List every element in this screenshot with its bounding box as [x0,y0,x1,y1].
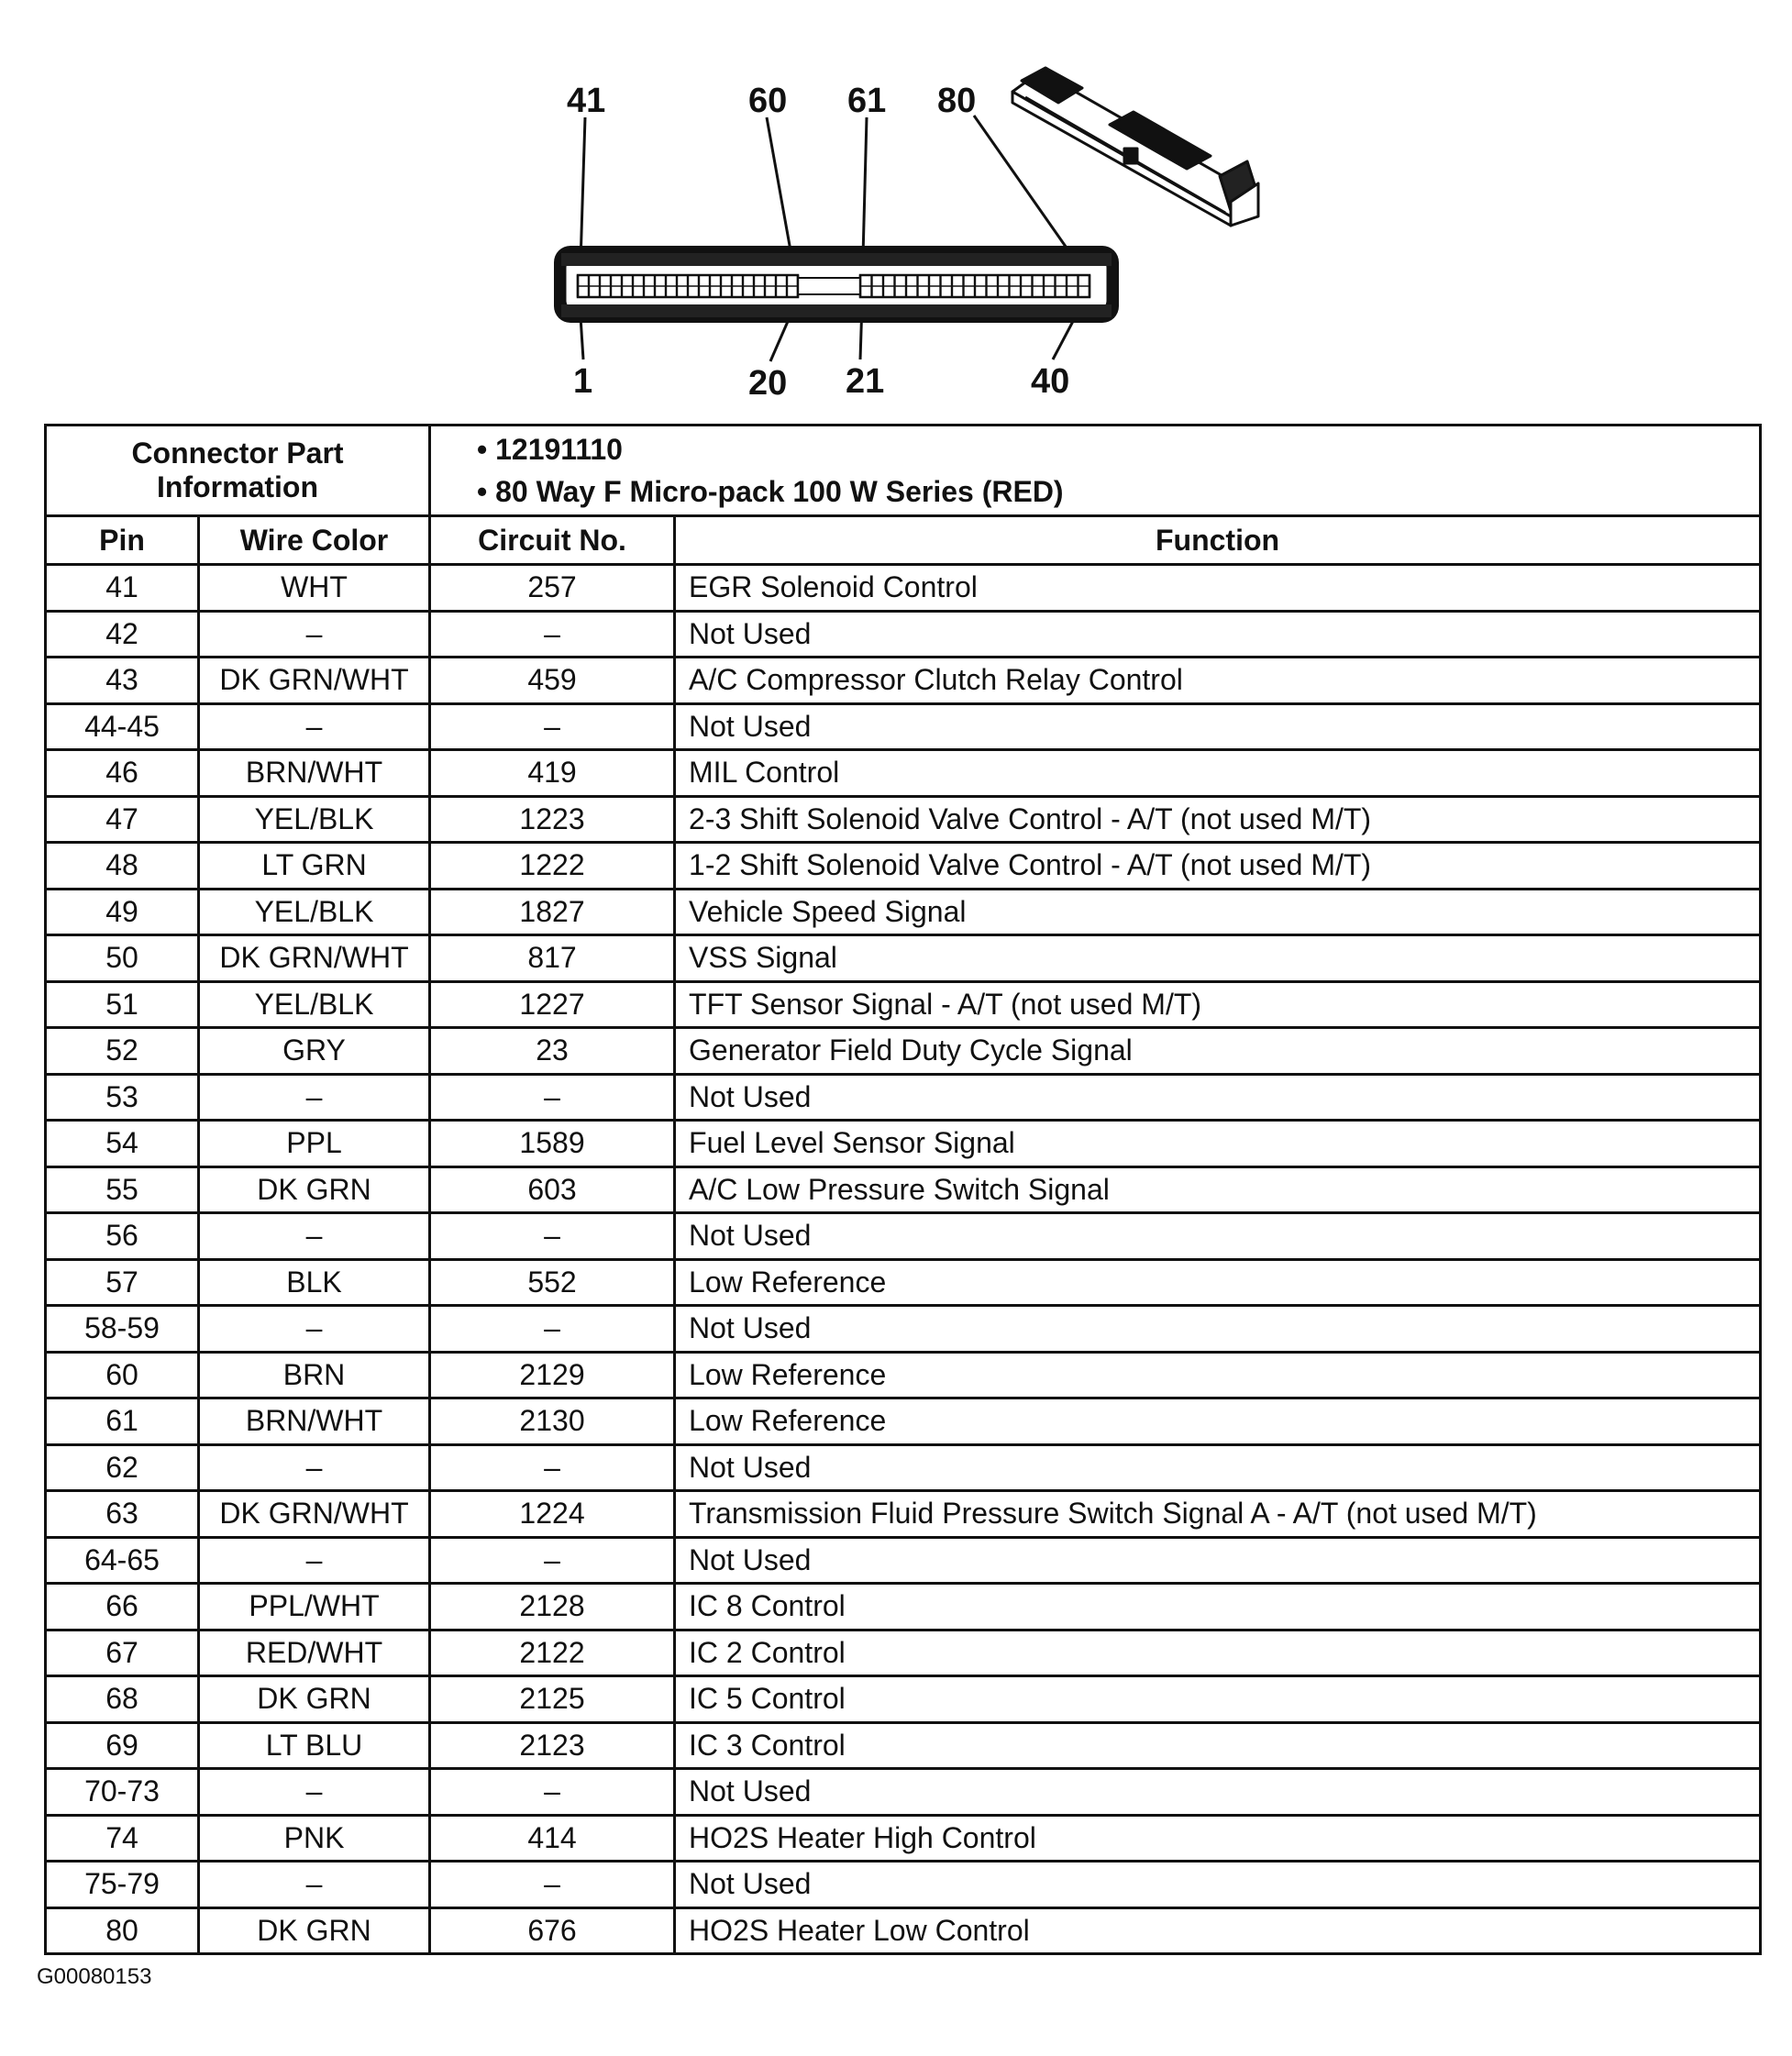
function-cell: Not Used [675,1306,1761,1353]
table-row [46,1213,1761,1260]
table-row [46,1630,1761,1676]
table-row [46,1352,1761,1398]
pin-cell: 74 [46,1815,199,1862]
wire-color-cell: – [199,1862,430,1908]
function-cell: Not Used [675,1537,1761,1584]
table-row [46,1722,1761,1769]
function-cell: Vehicle Speed Signal [675,889,1761,935]
pin-cell: 63 [46,1491,199,1538]
table-row [46,796,1761,843]
circuit-cell: – [430,1769,675,1816]
wire-color-cell: BRN/WHT [199,750,430,797]
function-cell: IC 3 Control [675,1722,1761,1769]
circuit-cell: 552 [430,1259,675,1306]
pin-cell: 54 [46,1121,199,1167]
circuit-cell: 603 [430,1166,675,1213]
connector-part-number: • 12191110 [477,433,623,466]
connector-info-row [46,426,1761,516]
circuit-cell: 2122 [430,1630,675,1676]
pin-cell: 42 [46,611,199,658]
table-row [46,1259,1761,1306]
wire-color-cell: RED/WHT [199,1630,430,1676]
wire-color-cell: DK GRN [199,1907,430,1954]
pin-cell: 66 [46,1584,199,1630]
circuit-cell: 2123 [430,1722,675,1769]
table-row [46,1166,1761,1213]
circuit-cell: 2125 [430,1676,675,1723]
table-row [46,1769,1761,1816]
table-row [46,1584,1761,1630]
function-cell: MIL Control [675,750,1761,797]
pin-cell: 64-65 [46,1537,199,1584]
wire-color-cell: PNK [199,1815,430,1862]
pin-cell: 49 [46,889,199,935]
table-row [46,981,1761,1028]
circuit-cell: 817 [430,935,675,982]
wire-color-cell: WHT [199,565,430,612]
leader-lines [580,116,1090,361]
function-cell: Low Reference [675,1259,1761,1306]
pin-cell: 51 [46,981,199,1028]
table-row [46,1815,1761,1862]
pinout-table [44,424,1762,1955]
pin-label-61: 61 [847,82,887,120]
circuit-cell: 2129 [430,1352,675,1398]
circuit-cell: – [430,611,675,658]
function-cell: EGR Solenoid Control [675,565,1761,612]
pin-label-20: 20 [748,364,788,403]
connector-side-view [1012,68,1258,226]
pin-label-60: 60 [748,82,788,120]
wire-color-cell: DK GRN/WHT [199,935,430,982]
pin-cell: 75-79 [46,1862,199,1908]
pin-cell: 58-59 [46,1306,199,1353]
pin-cell: 61 [46,1398,199,1445]
wire-color-cell: GRY [199,1028,430,1075]
table-row [46,1444,1761,1491]
pin-cell: 56 [46,1213,199,1260]
function-cell: VSS Signal [675,935,1761,982]
circuit-cell: – [430,1074,675,1121]
pin-cell: 46 [46,750,199,797]
function-cell: IC 8 Control [675,1584,1761,1630]
table-header-row [46,516,1761,565]
pin-label-80: 80 [937,82,977,120]
circuit-cell: 1222 [430,843,675,890]
circuit-cell: 23 [430,1028,675,1075]
table-row [46,935,1761,982]
table-row [46,889,1761,935]
function-cell: Fuel Level Sensor Signal [675,1121,1761,1167]
pin-cell: 55 [46,1166,199,1213]
table-row [46,1862,1761,1908]
circuit-cell: – [430,1213,675,1260]
pin-cell: 60 [46,1352,199,1398]
table-row [46,1121,1761,1167]
table-row [46,843,1761,890]
function-cell: Transmission Fluid Pressure Switch Signal A - A/T (not used M/T) [675,1491,1761,1538]
wire-color-cell: DK GRN/WHT [199,658,430,704]
wire-color-cell: – [199,1769,430,1816]
wire-color-cell: – [199,703,430,750]
table-row [46,1676,1761,1723]
function-cell: 1-2 Shift Solenoid Valve Control - A/T (not used M/T) [675,843,1761,890]
wire-color-cell: DK GRN [199,1166,430,1213]
pin-label-41: 41 [567,82,606,120]
pinout-rows [46,565,1761,1954]
table-row [46,1537,1761,1584]
wire-color-cell: – [199,1444,430,1491]
circuit-cell: 257 [430,565,675,612]
wire-color-cell: YEL/BLK [199,981,430,1028]
circuit-cell: 2128 [430,1584,675,1630]
pin-cell: 48 [46,843,199,890]
function-cell: A/C Compressor Clutch Relay Control [675,658,1761,704]
function-cell: HO2S Heater High Control [675,1815,1761,1862]
connector-info-values [430,426,1761,516]
circuit-cell: – [430,1862,675,1908]
circuit-cell: 1589 [430,1121,675,1167]
pin-cell: 50 [46,935,199,982]
function-cell: Not Used [675,703,1761,750]
wire-color-cell: PPL/WHT [199,1584,430,1630]
pin-cell: 67 [46,1630,199,1676]
pin-label-40: 40 [1031,362,1070,401]
function-cell: Not Used [675,1213,1761,1260]
circuit-cell: – [430,1306,675,1353]
pin-cell: 41 [46,565,199,612]
table-row [46,1306,1761,1353]
pin-cell: 62 [46,1444,199,1491]
circuit-cell: – [430,1537,675,1584]
pin-label-21: 21 [846,362,885,401]
pin-label-1: 1 [573,362,593,401]
table-row [46,658,1761,704]
connector-info-label: Connector Part Information [46,426,430,516]
wire-color-cell: BRN/WHT [199,1398,430,1445]
table-row [46,1907,1761,1954]
pin-cell: 69 [46,1722,199,1769]
wire-color-cell: YEL/BLK [199,889,430,935]
function-cell: Low Reference [675,1398,1761,1445]
wire-color-cell: – [199,1537,430,1584]
pin-cell: 53 [46,1074,199,1121]
header-function: Function [675,516,1761,565]
function-cell: Not Used [675,1444,1761,1491]
figure-id: G00080153 [37,1964,152,1989]
table-row [46,565,1761,612]
wire-color-cell: – [199,1306,430,1353]
pin-cell: 47 [46,796,199,843]
wire-color-cell: DK GRN/WHT [199,1491,430,1538]
circuit-cell: 419 [430,750,675,797]
table-row [46,1074,1761,1121]
wire-color-cell: – [199,1213,430,1260]
circuit-cell: 1827 [430,889,675,935]
pin-cell: 52 [46,1028,199,1075]
circuit-cell: 459 [430,658,675,704]
function-cell: Not Used [675,1769,1761,1816]
table-row [46,1398,1761,1445]
circuit-cell: 1223 [430,796,675,843]
circuit-cell: 1227 [430,981,675,1028]
function-cell: TFT Sensor Signal - A/T (not used M/T) [675,981,1761,1028]
header-pin: Pin [46,516,199,565]
header-circuit-no: Circuit No. [430,516,675,565]
function-cell: Not Used [675,1074,1761,1121]
pin-cell: 70-73 [46,1769,199,1816]
function-cell: IC 5 Control [675,1676,1761,1723]
pin-cell: 57 [46,1259,199,1306]
function-cell: HO2S Heater Low Control [675,1907,1761,1954]
table-row [46,703,1761,750]
wire-color-cell: LT GRN [199,843,430,890]
wire-color-cell: – [199,1074,430,1121]
function-cell: A/C Low Pressure Switch Signal [675,1166,1761,1213]
wire-color-cell: DK GRN [199,1676,430,1723]
header-wire-color: Wire Color [199,516,430,565]
circuit-cell: 414 [430,1815,675,1862]
function-cell: IC 2 Control [675,1630,1761,1676]
pin-cell: 80 [46,1907,199,1954]
table-row [46,750,1761,797]
connector-description: • 80 Way F Micro-pack 100 W Series (RED) [477,475,1064,508]
circuit-cell: – [430,1444,675,1491]
function-cell: 2-3 Shift Solenoid Valve Control - A/T (not used M/T) [675,796,1761,843]
table-row [46,1491,1761,1538]
function-cell: Not Used [675,1862,1761,1908]
wire-color-cell: PPL [199,1121,430,1167]
function-cell: Generator Field Duty Cycle Signal [675,1028,1761,1075]
function-cell: Low Reference [675,1352,1761,1398]
wire-color-cell: BRN [199,1352,430,1398]
table-row [46,1028,1761,1075]
circuit-cell: 2130 [430,1398,675,1445]
connector-body [554,246,1119,323]
pin-cell: 68 [46,1676,199,1723]
table-row [46,611,1761,658]
wire-color-cell: – [199,611,430,658]
circuit-cell: 1224 [430,1491,675,1538]
wire-color-cell: BLK [199,1259,430,1306]
wire-color-cell: YEL/BLK [199,796,430,843]
circuit-cell: 676 [430,1907,675,1954]
function-cell: Not Used [675,611,1761,658]
wire-color-cell: LT BLU [199,1722,430,1769]
pin-cell: 43 [46,658,199,704]
pin-cell: 44-45 [46,703,199,750]
connector-diagram [0,0,1792,422]
circuit-cell: – [430,703,675,750]
